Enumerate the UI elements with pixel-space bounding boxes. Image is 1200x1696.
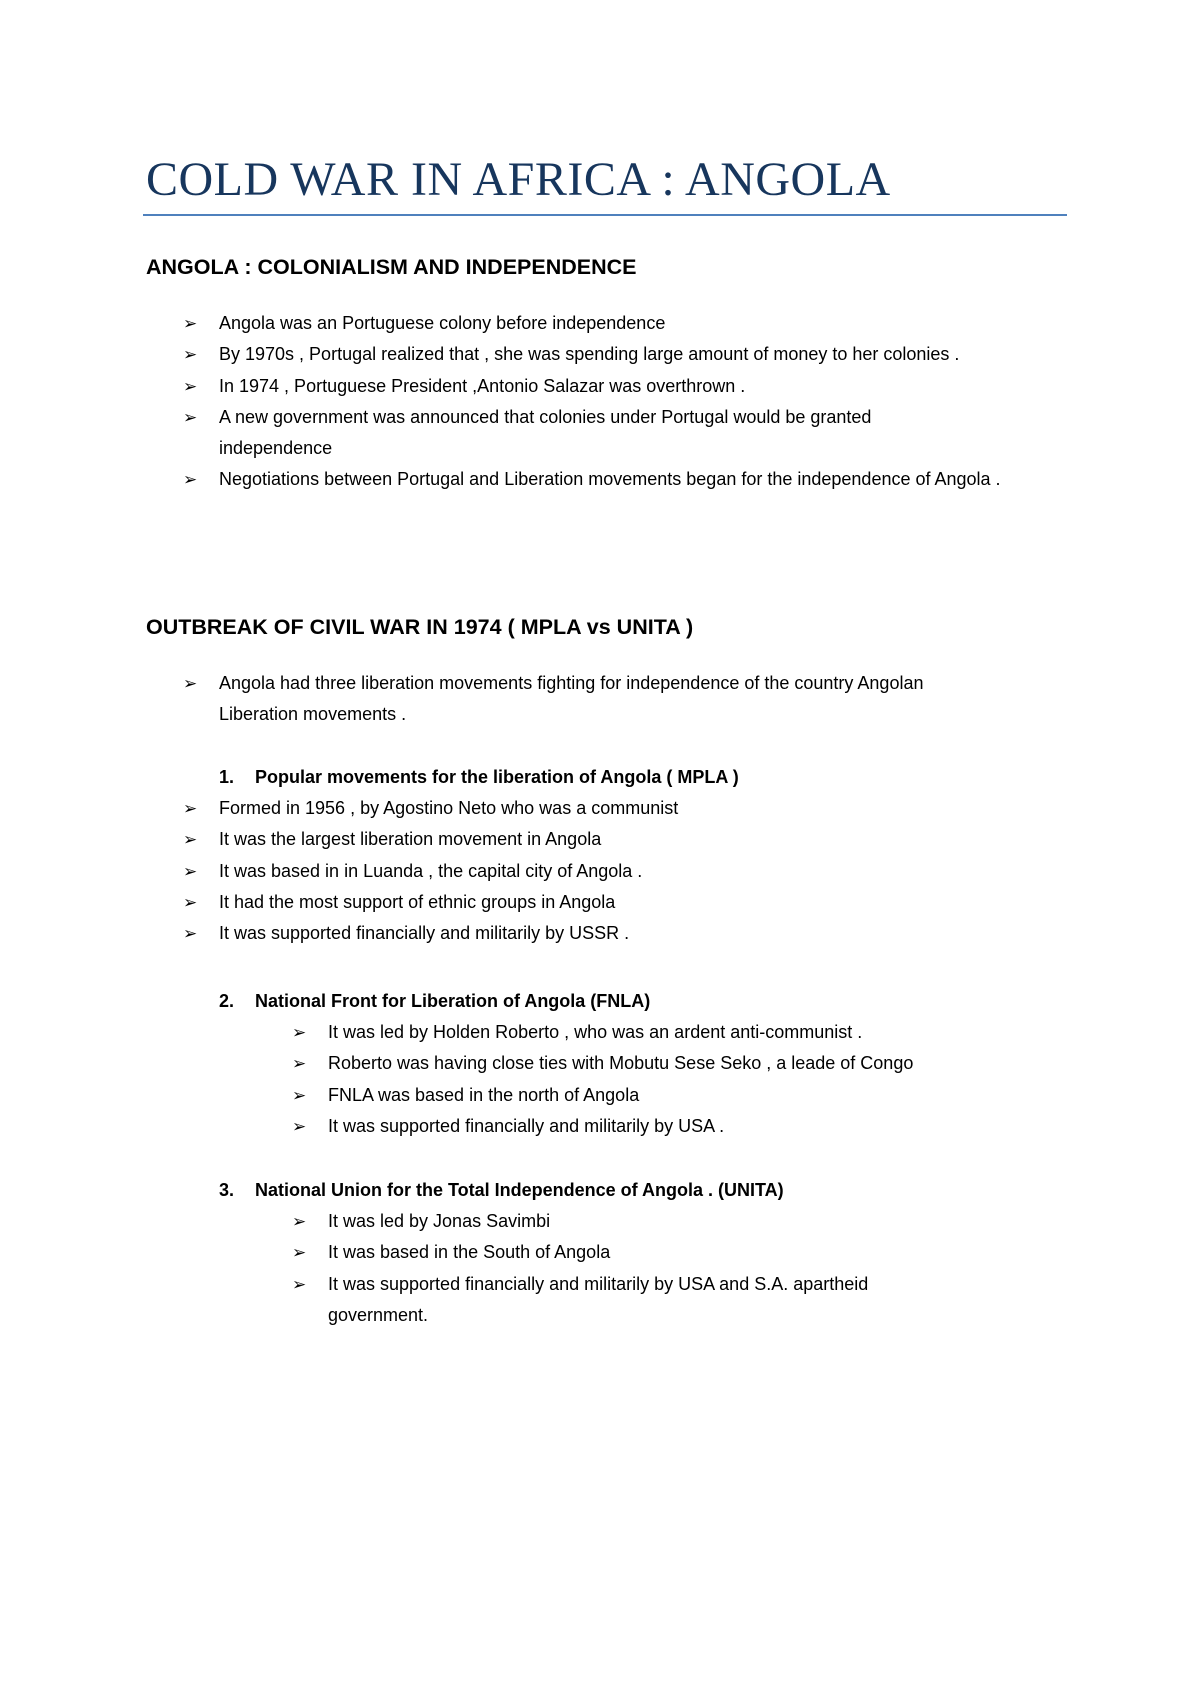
arrowhead-bullet-icon: ➢ — [292, 1116, 307, 1136]
list-item — [292, 1080, 1092, 1111]
list-item — [183, 918, 1073, 949]
list-item — [183, 856, 1073, 887]
bullet-text: Angola had three liberation movements fighting for independence of the country Angolan Liberation movements . — [219, 673, 924, 725]
list-number: 2. — [219, 991, 235, 1011]
list-item — [183, 464, 1089, 495]
arrowhead-bullet-icon: ➢ — [183, 830, 198, 850]
movement-heading-fnla — [219, 986, 650, 1017]
bullet-text: Formed in 1956 , by Agostino Neto who was a communist — [219, 798, 679, 818]
arrowhead-bullet-icon: ➢ — [183, 376, 198, 396]
arrowhead-bullet-icon: ➢ — [183, 892, 198, 912]
list-item — [292, 1237, 972, 1268]
title-underline — [143, 214, 1067, 216]
arrowhead-bullet-icon: ➢ — [183, 470, 198, 490]
bullet-text: It was based in the South of Angola — [328, 1242, 611, 1263]
arrowhead-bullet-icon: ➢ — [292, 1085, 307, 1105]
bullet-text: It was the largest liberation movement in Angola — [219, 829, 602, 850]
fnla-bullet-list — [292, 1017, 1092, 1142]
arrowhead-bullet-icon: ➢ — [292, 1054, 307, 1074]
arrowhead-bullet-icon: ➢ — [183, 674, 198, 693]
arrowhead-bullet-icon: ➢ — [183, 314, 198, 333]
mpla-bullet-list — [183, 793, 1073, 949]
bullet-text: A new government was announced that colonies under Portugal would be granted independence — [219, 406, 872, 459]
list-item — [292, 1048, 1092, 1079]
list-item — [292, 1206, 972, 1237]
bullet-text: By 1970s , Portugal realized that , she was spending large amount of money to her colonies . — [219, 344, 960, 365]
arrowhead-bullet-icon: ➢ — [183, 799, 198, 818]
list-item — [183, 308, 1073, 339]
list-item — [183, 793, 1073, 824]
list-number: 1. — [219, 767, 235, 787]
arrowhead-bullet-icon: ➢ — [292, 1243, 307, 1263]
arrowhead-bullet-icon: ➢ — [292, 1023, 307, 1042]
arrowhead-bullet-icon: ➢ — [292, 1212, 307, 1231]
arrowhead-bullet-icon: ➢ — [183, 861, 198, 881]
bullet-text: Roberto was having close ties with Mobutu Sese Seko , a leade of Congo — [328, 1053, 914, 1074]
bullet-text: In 1974 , Portuguese President ,Antonio Salazar was overthrown . — [219, 375, 746, 396]
list-item — [183, 824, 1073, 855]
list-item — [183, 371, 1073, 402]
bullet-text: It was supported financially and militarily by USSR . — [219, 923, 630, 944]
unita-bullet-list — [292, 1206, 972, 1331]
list-item — [292, 1017, 1092, 1048]
bullet-text: It was based in in Luanda , the capital city of Angola . — [219, 860, 643, 881]
arrowhead-bullet-icon: ➢ — [183, 407, 198, 427]
list-item — [183, 339, 1073, 370]
bullet-text: Negotiations between Portugal and Liberation movements began for the independence of Angola . — [219, 469, 1001, 490]
bullet-text: Angola was an Portuguese colony before independence — [219, 313, 666, 333]
bullet-text: It was led by Holden Roberto , who was an ardent anti-communist . — [328, 1022, 863, 1042]
intro-bullet-list — [183, 668, 953, 731]
arrowhead-bullet-icon: ➢ — [292, 1274, 307, 1294]
colonialism-bullet-list — [183, 308, 1073, 496]
list-item — [183, 668, 953, 731]
bullet-text: It was supported financially and militarily by USA and S.A. apartheid government. — [328, 1273, 869, 1325]
bullet-text: It was supported financially and militarily by USA . — [328, 1115, 725, 1136]
list-item — [292, 1111, 1092, 1142]
movement-heading-mpla — [219, 762, 739, 793]
movement-heading-unita — [219, 1175, 784, 1206]
list-number: 3. — [219, 1180, 235, 1200]
list-item — [183, 402, 979, 465]
section-heading-civil-war: OUTBREAK OF CIVIL WAR IN 1974 ( MPLA vs UNITA ) — [146, 615, 694, 639]
movement-name: National Front for Liberation of Angola (FNLA) — [255, 991, 651, 1011]
bullet-text: It was led by Jonas Savimbi — [328, 1211, 551, 1231]
bullet-text: It had the most support of ethnic groups in Angola — [219, 891, 616, 912]
arrowhead-bullet-icon: ➢ — [183, 924, 198, 944]
section-heading-colonialism: ANGOLA : COLONIALISM AND INDEPENDENCE — [146, 255, 637, 279]
list-item — [292, 1269, 972, 1332]
bullet-text: FNLA was based in the north of Angola — [328, 1084, 640, 1105]
movement-name: National Union for the Total Independence of Angola . (UNITA) — [255, 1180, 784, 1200]
movement-name: Popular movements for the liberation of Angola ( MPLA ) — [255, 767, 739, 787]
list-item — [183, 887, 1073, 918]
document-title: COLD WAR IN AFRICA : ANGOLA — [146, 153, 891, 206]
arrowhead-bullet-icon: ➢ — [183, 345, 198, 365]
